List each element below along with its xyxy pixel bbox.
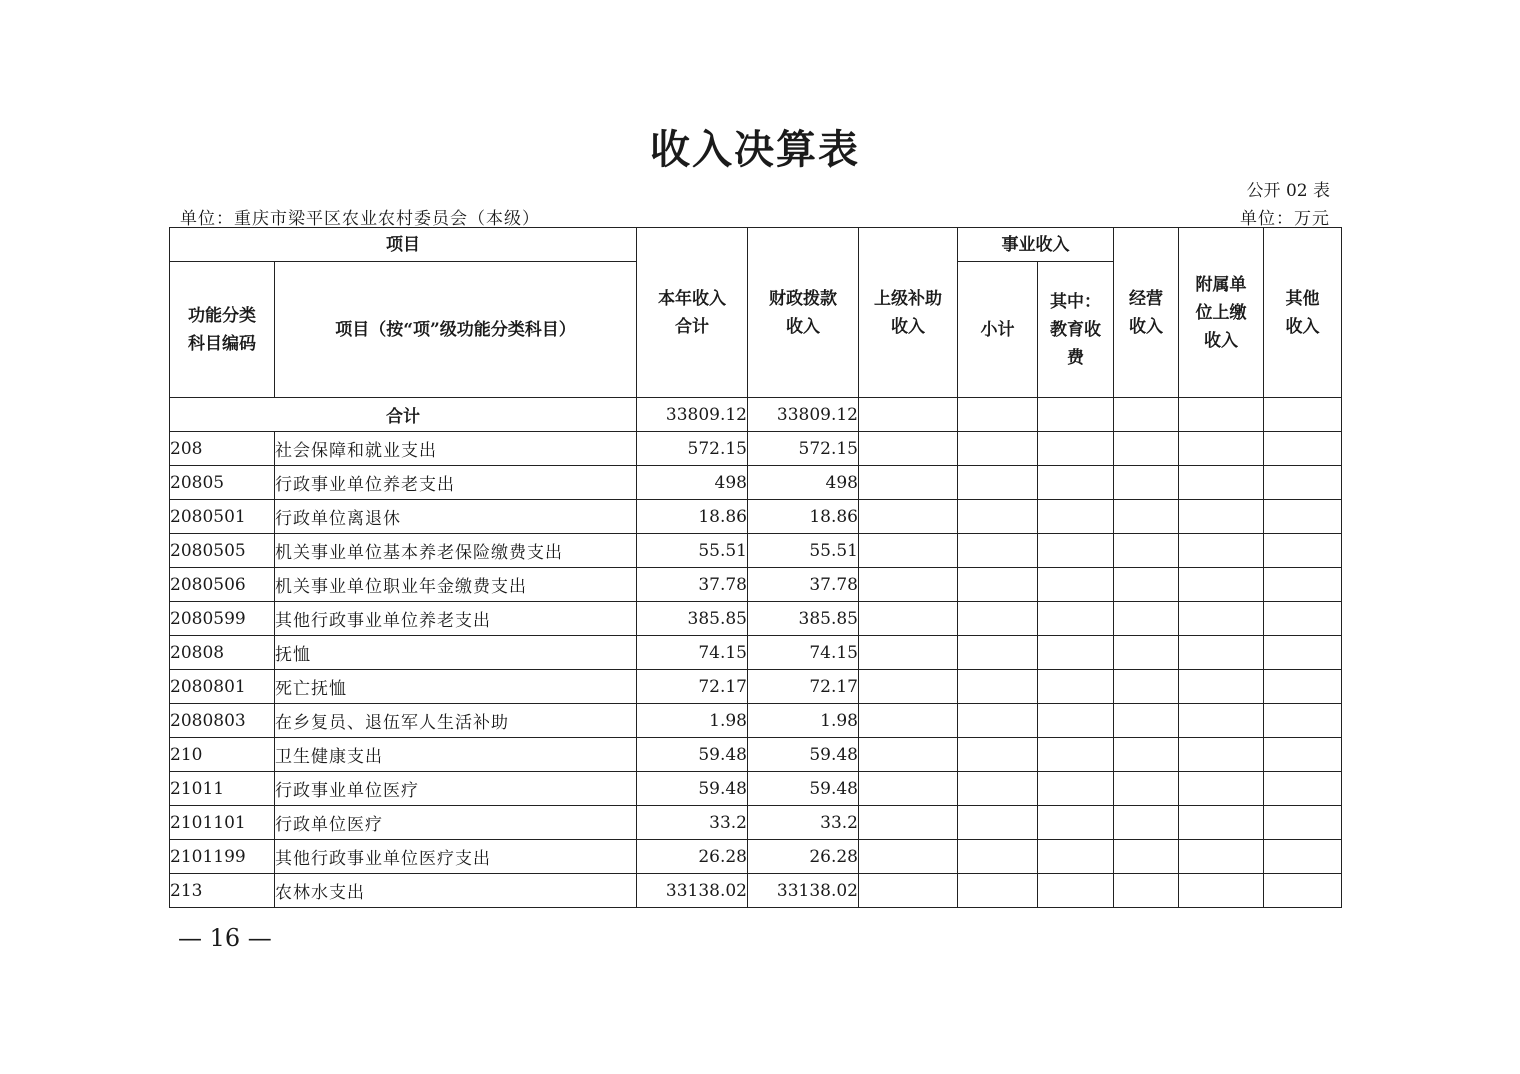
row-name: 行政单位医疗 [275,806,637,840]
row-total: 33138.02 [637,874,748,908]
row-total: 498 [637,466,748,500]
row-code: 2080506 [170,568,275,602]
total-income: 33809.12 [637,398,748,432]
table-row [170,534,1342,568]
row-total: 33.2 [637,806,748,840]
header-affiliated: 附属单位上缴收入 [1179,228,1264,398]
table-row [170,704,1342,738]
row-fiscal: 59.48 [748,738,859,772]
row-fiscal: 18.86 [748,500,859,534]
row-fiscal: 74.15 [748,636,859,670]
table-row [170,500,1342,534]
row-fiscal: 385.85 [748,602,859,636]
row-total: 572.15 [637,432,748,466]
row-fiscal: 498 [748,466,859,500]
row-total: 37.78 [637,568,748,602]
header-total: 本年收入合计 [637,228,748,398]
row-name: 机关事业单位基本养老保险缴费支出 [275,534,637,568]
table-row [170,874,1342,908]
row-code: 210 [170,738,275,772]
header-subtotal: 小计 [958,262,1038,398]
currency-unit: 单位：万元 [1240,209,1330,229]
table-row [170,772,1342,806]
table-row [170,738,1342,772]
header-fiscal: 财政拨款收入 [748,228,859,398]
row-name: 农林水支出 [275,874,637,908]
row-name: 其他行政事业单位养老支出 [275,602,637,636]
row-name: 抚恤 [275,636,637,670]
page-number: — 16 — [178,924,272,952]
row-code: 2101199 [170,840,275,874]
row-code: 2080599 [170,602,275,636]
row-total: 26.28 [637,840,748,874]
row-code: 2080505 [170,534,275,568]
row-fiscal: 1.98 [748,704,859,738]
row-total: 18.86 [637,500,748,534]
table-row [170,568,1342,602]
row-total: 55.51 [637,534,748,568]
row-name: 在乡复员、退伍军人生活补助 [275,704,637,738]
row-code: 21011 [170,772,275,806]
header-project: 项目 [170,228,637,262]
row-name: 行政单位离退休 [275,500,637,534]
row-fiscal: 33.2 [748,806,859,840]
row-total: 74.15 [637,636,748,670]
row-name: 行政事业单位养老支出 [275,466,637,500]
row-code: 2080803 [170,704,275,738]
table-row [170,602,1342,636]
header-business: 事业收入 [958,228,1114,262]
page-title: 收入决算表 [650,126,860,173]
header-name: 项目（按“项”级功能分类科目） [275,262,637,398]
table-row [170,636,1342,670]
row-fiscal: 72.17 [748,670,859,704]
income-table [169,227,1342,908]
row-name: 死亡抚恤 [275,670,637,704]
row-code: 2101101 [170,806,275,840]
row-code: 2080801 [170,670,275,704]
header-other: 其他收入 [1264,228,1342,398]
table-row [170,432,1342,466]
row-name: 机关事业单位职业年金缴费支出 [275,568,637,602]
total-label: 合计 [170,398,637,432]
table-row [170,840,1342,874]
row-fiscal: 572.15 [748,432,859,466]
row-name: 其他行政事业单位医疗支出 [275,840,637,874]
table-row [170,806,1342,840]
row-fiscal: 26.28 [748,840,859,874]
row-total: 59.48 [637,772,748,806]
row-total: 385.85 [637,602,748,636]
row-total: 59.48 [637,738,748,772]
row-fiscal: 33138.02 [748,874,859,908]
row-code: 20808 [170,636,275,670]
row-fiscal: 59.48 [748,772,859,806]
row-code: 20805 [170,466,275,500]
row-code: 213 [170,874,275,908]
table-row [170,466,1342,500]
table-row [170,670,1342,704]
row-name: 卫生健康支出 [275,738,637,772]
row-total: 1.98 [637,704,748,738]
total-row [170,398,1342,432]
reporting-unit: 单位：重庆市梁平区农业农村委员会（本级） [180,209,540,229]
row-code: 208 [170,432,275,466]
header-edu-fee: 其中：教育收费 [1038,262,1114,398]
header-superior: 上级补助收入 [859,228,958,398]
row-name: 行政事业单位医疗 [275,772,637,806]
header-operating: 经营收入 [1114,228,1179,398]
total-fiscal: 33809.12 [748,398,859,432]
row-name: 社会保障和就业支出 [275,432,637,466]
header-code: 功能分类科目编码 [170,262,275,398]
row-code: 2080501 [170,500,275,534]
row-fiscal: 37.78 [748,568,859,602]
form-number: 公开 02 表 [1246,181,1330,201]
row-total: 72.17 [637,670,748,704]
row-fiscal: 55.51 [748,534,859,568]
